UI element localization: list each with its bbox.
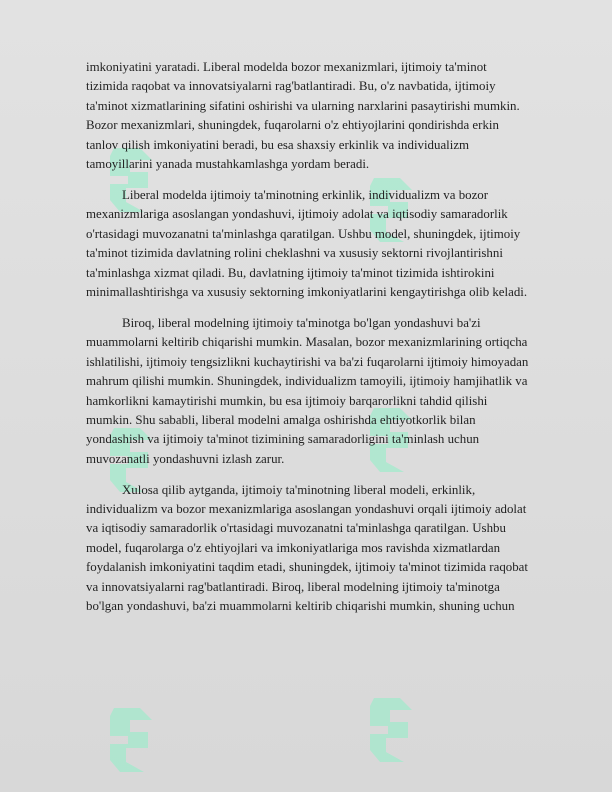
paragraph-2	[86, 186, 570, 302]
text-line: imkoniyatini yaratadi. Liberal modelda bozor mexanizmlari, ijtimoiy ta'minot	[86, 60, 487, 74]
text-line: ta'minot tizimida davlatning rolini cheklashni va xususiy sektorni rivojlantirishni	[86, 246, 503, 261]
text-line: tamoyillarini yanada mustahkamlashga yordam beradi.	[86, 157, 370, 172]
text-line: Liberal modelda ijtimoiy ta'minotning erkinlik, individualizm va bozor	[122, 187, 489, 202]
text-line: hamkorlikni kamaytirishi mumkin, bu esa ijtimoiy barqarorlikni tahdid qilishi	[86, 393, 488, 408]
text-line: model, fuqarolarga o'z ehtiyojlari va imkoniyatlariga mos ravishda xizmatlardan	[86, 540, 501, 555]
text-line: mumkin. Shu sababli, liberal modelni amalga oshirishda ehtiyotkorlik bilan	[86, 412, 476, 427]
paragraph-4	[86, 481, 570, 617]
text-line: tizimida raqobat va innovatsiyalarni rag'batlantiradi. Bu, o'z navbatida, ijtimoiy	[86, 79, 496, 94]
text-line: mahrum qilishi mumkin. Shuningdek, individualizm tamoyili, ijtimoiy hamjihatlik va	[86, 374, 528, 389]
text-line: ta'minot xizmatlarining sifatini oshirishi va ularning narxlarini pasaytirishi mumkin.	[86, 98, 520, 113]
text-line: Bozor mexanizmlari, shuningdek, fuqarolarni o'z ehtiyojlarini qondirishda erkin	[86, 118, 499, 133]
text-line: Biroq, liberal modelning ijtimoiy ta'minotga bo'lgan yondashuvi ba'zi	[122, 315, 481, 330]
text-line: mexanizmlariga asoslangan yondashuvi, ijtimoiy adolat va iqtisodiy samaradorlik	[86, 207, 508, 222]
paragraph-1	[86, 58, 570, 174]
text-line: foydalanish imkoniyatini taqdim etadi, shuningdek, ijtimoiy ta'minot tizimida raqobat	[86, 560, 528, 575]
text-line: Xulosa qilib aytganda, ijtimoiy ta'minotning liberal modeli, erkinlik,	[122, 482, 476, 497]
text-line: minimallashtirishga va xususiy sektorning imkoniyatlarini kengaytirishga olib keladi.	[86, 284, 528, 299]
body-text	[86, 58, 570, 628]
text-line: ishlatilishi, ijtimoiy tengsizlikni kuchaytirishi va ba'zi fuqarolarni ijtimoiy himoyadan	[86, 354, 529, 369]
text-line: o'rtasidagi muvozanatni ta'minlashga qaratilgan. Ushbu model, shuningdek, ijtimoiy	[86, 226, 521, 241]
text-line: va iqtisodiy samaradorlik o'rtasidagi muvozanatni ta'minlashga qaratilgan. Ushbu	[86, 521, 506, 536]
text-line: muammolarni keltirib chiqarishi mumkin. Masalan, bozor mexanizmlarining ortiqcha	[86, 335, 528, 350]
paragraph-3	[86, 314, 570, 469]
text-line: ta'minlashga xizmat qiladi. Bu, davlatning ijtimoiy ta'minot tizimida ishtirokini	[86, 265, 495, 280]
watermark-logo-icon	[100, 700, 160, 780]
text-line: va innovatsiyalarni rag'batlantiradi. Biroq, liberal modelning ijtimoiy ta'minotga	[86, 579, 500, 594]
text-line: individualizm va bozor mexanizmlariga asoslangan yondashuvi orqali ijtimoiy adolat	[86, 502, 527, 517]
watermark-logo-icon	[360, 690, 420, 770]
text-line: yondashish va ijtimoiy ta'minot tizimining samaradorligini ta'minlash uchun	[86, 432, 480, 447]
text-line: bo'lgan yondashuvi, ba'zi muammolarni keltirib chiqarishi mumkin, shuning uchun	[86, 599, 515, 614]
text-line: muvozanatli yondashuvni izlash zarur.	[86, 451, 285, 466]
text-line: tanlov qilish imkoniyatini beradi, bu esa shaxsiy erkinlik va individualizm	[86, 137, 470, 152]
